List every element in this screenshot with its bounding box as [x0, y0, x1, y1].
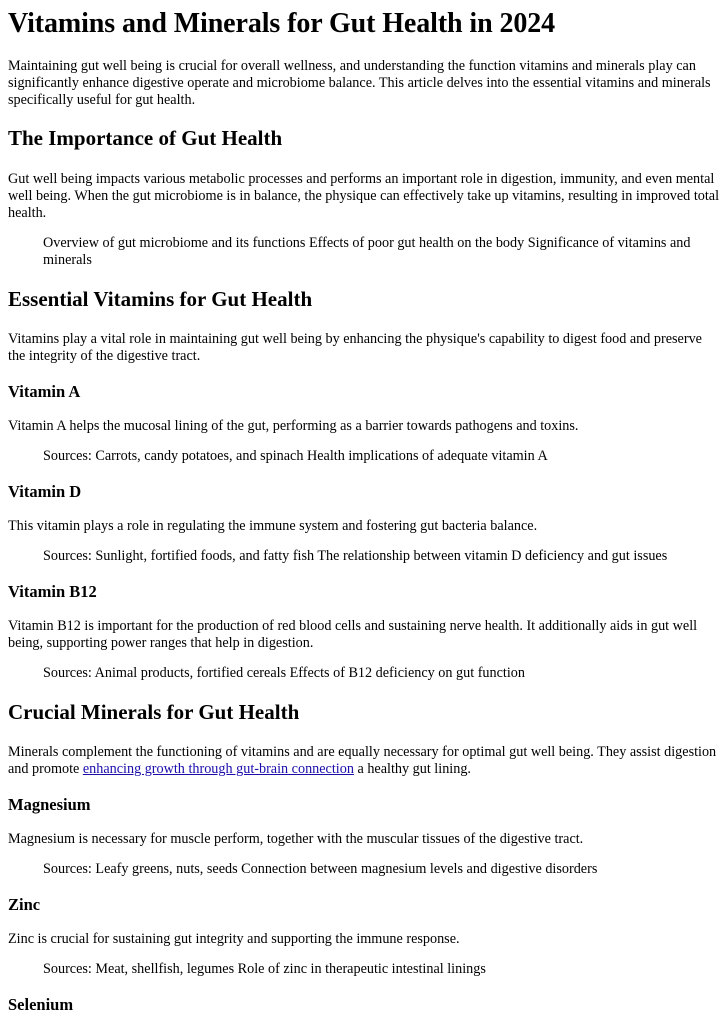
- subheading-vitamin-b12: Vitamin B12: [8, 582, 97, 601]
- importance-paragraph: Gut well being impacts various metabolic processes and performs an important role in digestion, immunity, and even mental well being. When the gut microbiome is in balance, the physique can effectively take up vitamins, resulting in improved total health.: [8, 171, 720, 221]
- minerals-paragraph: [8, 744, 720, 778]
- vitamins-paragraph: Vitamins play a vital role in maintaining gut well being by enhancing the physique's capability to digest food and preserve the integrity of the digestive tract.: [8, 331, 702, 364]
- section-heading-importance: The Importance of Gut Health: [8, 126, 283, 150]
- minerals-paragraph-end: a healthy gut lining.: [353, 761, 471, 777]
- section-heading-minerals: Crucial Minerals for Gut Health: [8, 700, 300, 724]
- intro-paragraph: Maintaining gut well being is crucial for overall wellness, and understanding the function vitamins and minerals play can significantly enhance digestive operate and microbiome balance. This article delves into the essential vitamins and minerals specifically useful for gut health.: [8, 58, 711, 108]
- vitamin-d-paragraph: This vitamin plays a role in regulating the immune system and fostering gut bacteria balance.: [8, 518, 538, 534]
- subheading-magnesium: Magnesium: [8, 795, 91, 814]
- subheading-selenium: Selenium: [8, 995, 74, 1014]
- vitamin-b12-paragraph: Vitamin B12 is important for the production of red blood cells and sustaining nerve health. It additionally aids in gut well being, supporting power ranges that help in digestion.: [8, 618, 698, 651]
- zinc-paragraph: Zinc is crucial for sustaining gut integrity and supporting the immune response.: [8, 931, 460, 947]
- vitamin-b12-list: Sources: Animal products, fortified cereals Effects of B12 deficiency on gut function: [43, 665, 525, 681]
- zinc-list: Sources: Meat, shellfish, legumes Role of zinc in therapeutic intestinal linings: [43, 961, 486, 977]
- minerals-paragraph-start: Minerals complement the functioning of vitamins and are equally necessary for optimal gut well being. They assist digestion and promote: [8, 744, 717, 777]
- vitamin-a-list: Sources: Carrots, candy potatoes, and spinach Health implications of adequate vitamin A: [43, 448, 548, 464]
- importance-list: Overview of gut microbiome and its functions Effects of poor gut health on the body Significance of vitamins and minerals: [43, 235, 691, 268]
- subheading-zinc: Zinc: [8, 895, 41, 914]
- vitamin-a-paragraph: Vitamin A helps the mucosal lining of the gut, performing as a barrier towards pathogens and toxins.: [8, 418, 579, 434]
- page-title: Vitamins and Minerals for Gut Health in 2024: [8, 8, 556, 39]
- subheading-vitamin-a: Vitamin A: [8, 382, 81, 401]
- section-heading-vitamins: Essential Vitamins for Gut Health: [8, 287, 313, 311]
- vitamin-d-list: Sources: Sunlight, fortified foods, and fatty fish The relationship between vitamin D deficiency and gut issues: [43, 548, 668, 564]
- subheading-vitamin-d: Vitamin D: [8, 482, 82, 501]
- magnesium-list: Sources: Leafy greens, nuts, seeds Connection between magnesium levels and digestive disorders: [43, 861, 598, 877]
- magnesium-paragraph: Magnesium is necessary for muscle perform, together with the muscular tissues of the digestive tract.: [8, 831, 584, 847]
- gut-brain-connection-link[interactable]: enhancing growth through gut-brain connection: [82, 761, 354, 777]
